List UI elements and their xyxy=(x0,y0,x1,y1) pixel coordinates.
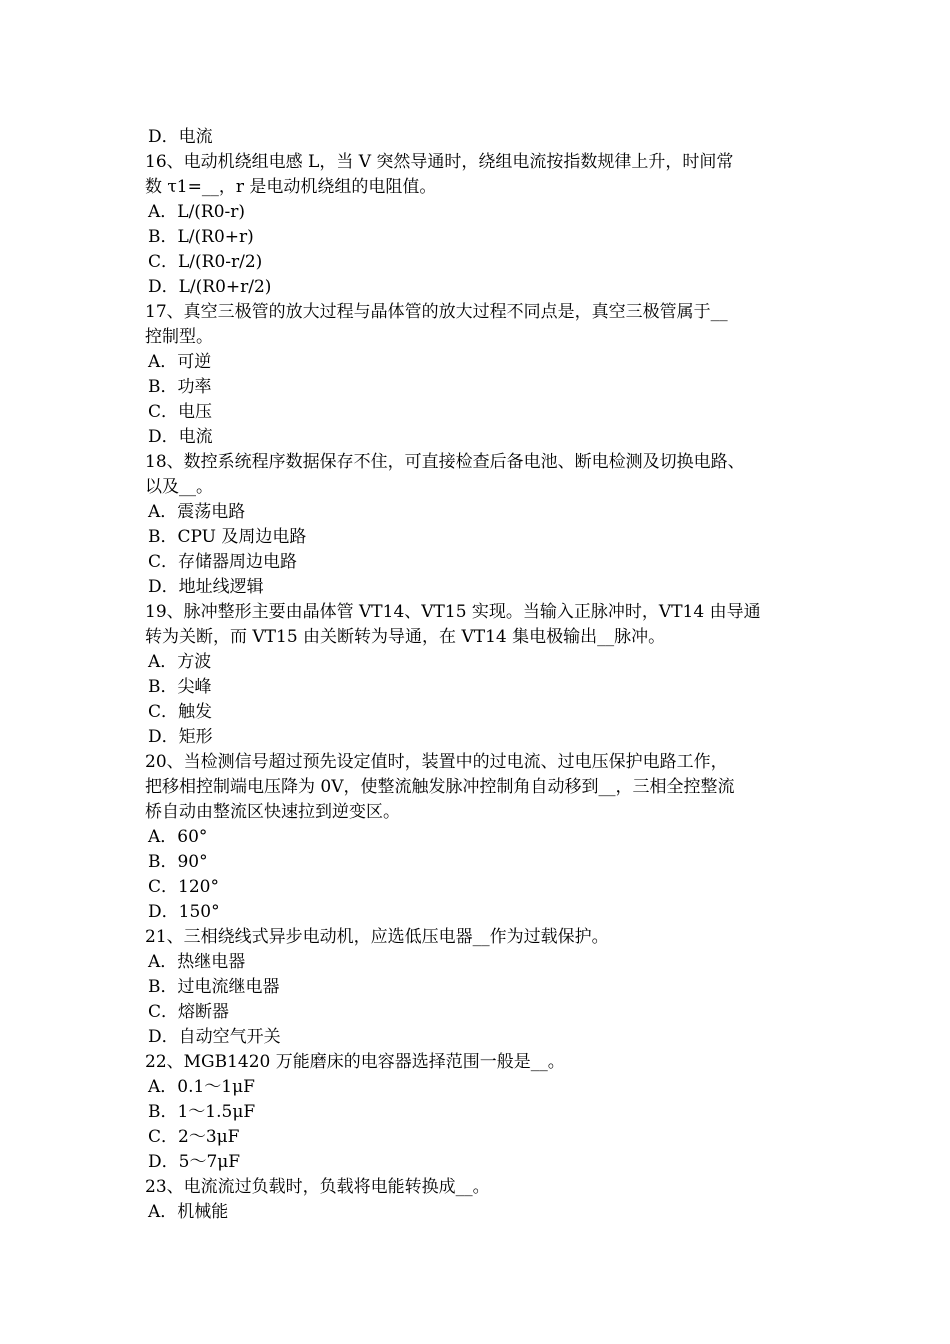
answer-option: A．震荡电路 xyxy=(148,502,246,522)
answer-option: C．120° xyxy=(148,877,219,897)
answer-option: D．5～7μF xyxy=(148,1152,241,1172)
question-text: 20、当检测信号超过预先设定值时，装置中的过电流、过电压保护电路工作， xyxy=(145,752,728,772)
answer-option: D．电流 xyxy=(148,427,213,447)
answer-option: A．热继电器 xyxy=(148,952,246,972)
question-list xyxy=(145,125,820,1225)
answer-option: B．L/(R0+r) xyxy=(148,227,254,247)
answer-option: B．尖峰 xyxy=(148,677,212,697)
answer-option: A．机械能 xyxy=(148,1202,229,1222)
question-text: 控制型。 xyxy=(145,327,213,347)
answer-option: B．1～1.5μF xyxy=(148,1102,256,1122)
answer-option: A．L/(R0-r) xyxy=(148,202,246,222)
question-text: 把移相控制端电压降为 0V，使整流触发脉冲控制角自动移到__，三相全控整流 xyxy=(145,777,735,797)
answer-option: C．熔断器 xyxy=(148,1002,230,1022)
answer-option: B．CPU 及周边电路 xyxy=(148,527,307,547)
question-text: 转为关断，而 VT15 由关断转为导通，在 VT14 集电极输出__脉冲。 xyxy=(145,627,666,647)
question-text: 桥自动由整流区快速拉到逆变区。 xyxy=(145,802,400,822)
question-text: 16、电动机绕组电感 L，当 V 突然导通时，绕组电流按指数规律上升，时间常 xyxy=(145,152,734,172)
answer-option: B．90° xyxy=(148,852,208,872)
answer-option: C．2～3μF xyxy=(148,1127,240,1147)
question-text: 22、MGB1420 万能磨床的电容器选择范围一般是__。 xyxy=(145,1052,565,1072)
answer-option: D．L/(R0+r/2) xyxy=(148,277,272,297)
question-text: 数 τ1=__，r 是电动机绕组的电阻值。 xyxy=(145,177,437,197)
question-text: 19、脉冲整形主要由晶体管 VT14、VT15 实现。当输入正脉冲时，VT14 由导通 xyxy=(145,602,761,622)
answer-option: A．60° xyxy=(148,827,208,847)
answer-option: D．电流 xyxy=(148,127,213,147)
answer-option: C．触发 xyxy=(148,702,213,722)
answer-option: A．0.1～1μF xyxy=(148,1077,255,1097)
question-text: 23、电流流过负载时，负载将电能转换成__。 xyxy=(145,1177,490,1197)
answer-option: A．可逆 xyxy=(148,352,212,372)
question-text: 21、三相绕线式异步电动机，应选低压电器__作为过载保护。 xyxy=(145,927,609,947)
question-text: 18、数控系统程序数据保存不住，可直接检查后备电池、断电检测及切换电路、 xyxy=(145,452,745,472)
answer-option: C．存储器周边电路 xyxy=(148,552,298,572)
answer-option: C．L/(R0-r/2) xyxy=(148,252,263,272)
answer-option: B．功率 xyxy=(148,377,212,397)
answer-option: D．150° xyxy=(148,902,220,922)
answer-option: B．过电流继电器 xyxy=(148,977,280,997)
answer-option: A．方波 xyxy=(148,652,212,672)
answer-option: C．电压 xyxy=(148,402,213,422)
question-text: 以及__。 xyxy=(145,477,213,497)
answer-option: D．地址线逻辑 xyxy=(148,577,264,597)
answer-option: D．矩形 xyxy=(148,727,213,747)
question-text: 17、真空三极管的放大过程与晶体管的放大过程不同点是，真空三极管属于__ xyxy=(145,302,728,322)
answer-option: D．自动空气开关 xyxy=(148,1027,281,1047)
